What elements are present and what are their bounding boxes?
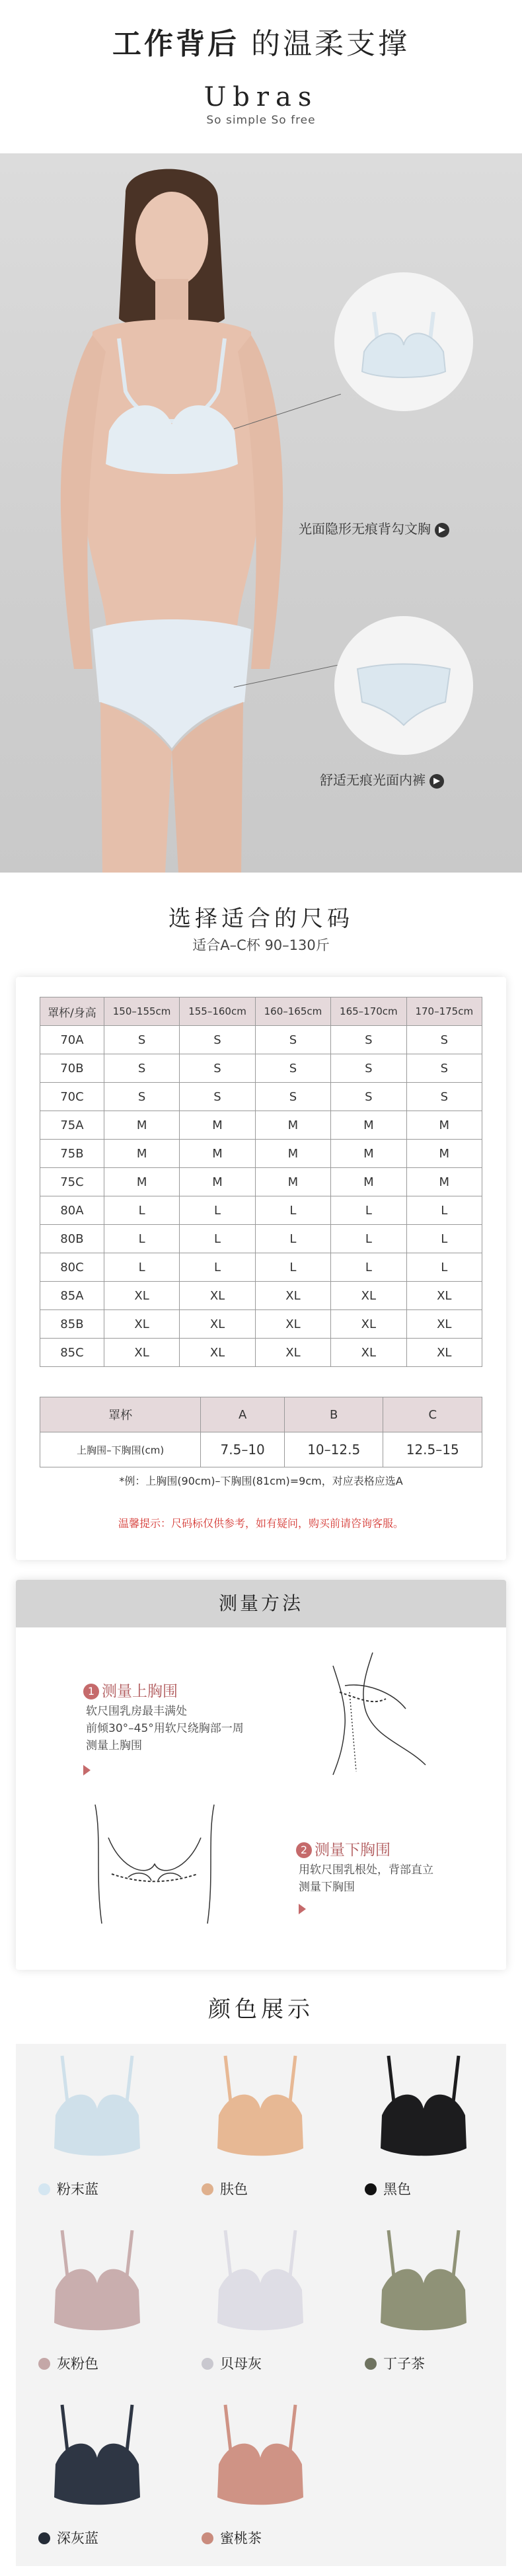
size-cell: S <box>331 1026 406 1054</box>
step1-number: 1 <box>83 1684 99 1699</box>
size-row <box>40 1083 482 1111</box>
size-cell: M <box>104 1140 179 1168</box>
size-header-cell: 150–155cm <box>104 997 179 1026</box>
color-swatch[interactable] <box>16 2393 179 2567</box>
page-title <box>0 20 522 62</box>
size-cell: M <box>406 1168 482 1196</box>
color-dot-icon <box>38 2183 50 2195</box>
size-tip: 温馨提示：尺码标仅供参考，如有疑问，购买前请咨询客服。 <box>118 1517 404 1530</box>
size-card <box>16 977 506 1560</box>
bra-swatch-image <box>211 2049 310 2168</box>
bra-swatch-image <box>374 2049 473 2168</box>
size-cell: S <box>104 1083 179 1111</box>
size-cell: L <box>406 1196 482 1225</box>
size-cell: XL <box>180 1339 255 1367</box>
color-label <box>202 2179 248 2199</box>
brief-thumbnail <box>334 616 473 755</box>
cup-header-cell: 罩杯 <box>40 1397 201 1432</box>
cup-value-cell: 7.5–10 <box>201 1432 285 1467</box>
bra-swatch-image <box>211 2224 310 2343</box>
color-dot-icon <box>38 2532 50 2544</box>
size-row-cup: 75A <box>40 1111 104 1140</box>
cup-header-cell: A <box>201 1397 285 1432</box>
model-photo <box>20 153 324 873</box>
size-row-cup: 70A <box>40 1026 104 1054</box>
brand-slogan: So simple So free <box>206 114 316 127</box>
cup-row-label: 上胸围–下胸围(cm) <box>40 1432 201 1467</box>
color-label <box>365 2353 425 2373</box>
color-name: 粉末蓝 <box>57 2181 98 2197</box>
example-note: *例：上胸围(90cm)–下胸围(81cm)=9cm，对应表格应选A <box>119 1475 403 1487</box>
color-name: 丁子茶 <box>383 2356 425 2372</box>
size-cell: XL <box>255 1310 330 1339</box>
color-label <box>365 2179 411 2199</box>
color-name: 蜜桃茶 <box>220 2530 262 2546</box>
size-cell: XL <box>104 1339 179 1367</box>
size-row-cup: 80A <box>40 1196 104 1225</box>
measure-card <box>16 1580 506 1970</box>
step2-title: 2 测量下胸围 <box>296 1838 391 1859</box>
bra-swatch-image <box>48 2224 147 2343</box>
brief-callout <box>334 616 473 755</box>
size-cell: XL <box>104 1310 179 1339</box>
size-row <box>40 1140 482 1168</box>
cup-value-cell: 12.5–15 <box>383 1432 482 1467</box>
size-row-cup: 85C <box>40 1339 104 1367</box>
size-cell: XL <box>104 1282 179 1310</box>
size-cell: L <box>255 1196 330 1225</box>
cup-header-cell: C <box>383 1397 482 1432</box>
size-header-cell: 160–165cm <box>255 997 330 1026</box>
color-dot-icon <box>202 2532 213 2544</box>
size-header-cell: 罩杯/身高 <box>40 997 104 1026</box>
size-cell: XL <box>406 1339 482 1367</box>
size-cell: XL <box>331 1339 406 1367</box>
step2-number: 2 <box>296 1842 312 1858</box>
size-cell: L <box>255 1253 330 1282</box>
cup-value-cell: 10–12.5 <box>284 1432 383 1467</box>
size-cell: XL <box>406 1282 482 1310</box>
color-swatch[interactable] <box>342 2218 505 2393</box>
step1-title: 1 测量上胸围 <box>83 1679 178 1701</box>
size-cell: XL <box>406 1310 482 1339</box>
size-cell: S <box>406 1054 482 1083</box>
size-cell: L <box>331 1253 406 1282</box>
header <box>0 0 522 153</box>
colors-title: 颜色展示 <box>208 1996 314 2023</box>
step1-marker-icon <box>83 1765 91 1776</box>
size-cell: S <box>255 1083 330 1111</box>
size-cell: S <box>255 1054 330 1083</box>
size-cell: XL <box>180 1282 255 1310</box>
hero-banner <box>0 153 522 873</box>
size-cell: L <box>180 1225 255 1253</box>
size-cell: M <box>406 1111 482 1140</box>
size-cell: M <box>331 1111 406 1140</box>
bra-swatch-image <box>48 2049 147 2168</box>
size-cell: M <box>180 1168 255 1196</box>
size-cell: XL <box>180 1310 255 1339</box>
size-row-cup: 85A <box>40 1282 104 1310</box>
size-row <box>40 1225 482 1253</box>
bra-callout-label[interactable]: 光面隐形无痕背勾文胸 ▶ <box>299 518 449 537</box>
color-swatch[interactable] <box>16 2044 179 2218</box>
color-dot-icon <box>38 2358 50 2370</box>
size-cell: S <box>331 1054 406 1083</box>
size-cell: S <box>255 1026 330 1054</box>
size-cell: L <box>406 1225 482 1253</box>
size-cell: L <box>104 1225 179 1253</box>
bra-callout <box>334 272 473 411</box>
size-row-cup: 75B <box>40 1140 104 1168</box>
size-cell: XL <box>255 1282 330 1310</box>
size-header-cell: 170–175cm <box>406 997 482 1026</box>
color-name: 灰粉色 <box>57 2356 98 2372</box>
size-cell: S <box>180 1054 255 1083</box>
size-subtitle: 适合A–C杯 90–130斤 <box>192 937 330 953</box>
brand-logo: Ubras <box>204 82 318 112</box>
color-swatch[interactable] <box>342 2044 505 2218</box>
size-cell: XL <box>331 1310 406 1339</box>
measure-title: 测量方法 <box>16 1580 506 1627</box>
color-label <box>202 2528 262 2548</box>
size-cell: XL <box>331 1282 406 1310</box>
size-cell: L <box>406 1253 482 1282</box>
size-cell: M <box>331 1168 406 1196</box>
color-swatch[interactable] <box>179 2393 342 2567</box>
size-cell: S <box>180 1026 255 1054</box>
step1-desc: 软尺围乳房最丰满处 前倾30°–45°用软尺绕胸部一周 测量上胸围 <box>86 1705 244 1752</box>
bra-swatch-image <box>374 2224 473 2343</box>
size-row-cup: 70B <box>40 1054 104 1083</box>
size-cell: S <box>180 1083 255 1111</box>
cup-table-row <box>40 1432 482 1467</box>
size-cell: M <box>255 1140 330 1168</box>
size-row-cup: 85B <box>40 1310 104 1339</box>
size-cell: M <box>180 1140 255 1168</box>
bra-swatch-image <box>48 2398 147 2517</box>
size-cell: L <box>331 1196 406 1225</box>
step1-illustration <box>293 1646 452 1778</box>
arrow-right-icon: ▶ <box>429 774 444 789</box>
page-title-bold: 工作背后 <box>112 27 239 61</box>
color-name: 深灰蓝 <box>57 2530 98 2546</box>
size-cell: M <box>255 1168 330 1196</box>
cup-header-cell: B <box>284 1397 383 1432</box>
size-row <box>40 1196 482 1225</box>
size-header-cell: 155–160cm <box>180 997 255 1026</box>
size-cell: S <box>406 1083 482 1111</box>
size-section-header <box>0 894 522 966</box>
color-swatch[interactable] <box>179 2218 342 2393</box>
size-row <box>40 1282 482 1310</box>
size-cell: M <box>104 1168 179 1196</box>
size-header-cell: 165–170cm <box>331 997 406 1026</box>
color-label <box>38 2528 98 2548</box>
size-row <box>40 1339 482 1367</box>
cup-table-header <box>40 1397 482 1432</box>
color-swatch[interactable] <box>16 2218 179 2393</box>
color-dot-icon <box>365 2183 377 2195</box>
size-cell: M <box>104 1111 179 1140</box>
size-cell: L <box>104 1253 179 1282</box>
size-cell: L <box>331 1225 406 1253</box>
size-table-header <box>40 997 482 1026</box>
size-cell: XL <box>255 1339 330 1367</box>
color-label <box>38 2353 98 2373</box>
size-cell: S <box>104 1054 179 1083</box>
arrow-right-icon: ▶ <box>435 523 449 537</box>
step2-marker-icon <box>299 1904 306 1914</box>
size-cell: L <box>104 1196 179 1225</box>
page-title-rest: 的温柔支撑 <box>251 27 410 61</box>
color-grid <box>16 2044 506 2566</box>
size-row-cup: 75C <box>40 1168 104 1196</box>
size-cell: S <box>406 1026 482 1054</box>
step2-illustration <box>82 1798 227 1930</box>
color-dot-icon <box>365 2358 377 2370</box>
color-name: 贝母灰 <box>220 2356 262 2372</box>
size-row-cup: 70C <box>40 1083 104 1111</box>
color-dot-icon <box>202 2358 213 2370</box>
bra-swatch-image <box>211 2398 310 2517</box>
color-name: 黑色 <box>383 2181 411 2197</box>
step2-desc: 用软尺围乳根处，背部直立 测量下胸围 <box>299 1863 433 1894</box>
size-row-cup: 80B <box>40 1225 104 1253</box>
size-cell: M <box>180 1111 255 1140</box>
cup-table <box>40 1397 482 1467</box>
size-cell: S <box>331 1083 406 1111</box>
color-dot-icon <box>202 2183 213 2195</box>
size-cell: L <box>180 1253 255 1282</box>
size-row <box>40 1168 482 1196</box>
size-cell: L <box>255 1225 330 1253</box>
brief-callout-label[interactable]: 舒适无痕光面内裤 ▶ <box>320 769 444 789</box>
size-title: 选择适合的尺码 <box>168 906 354 932</box>
size-cell: M <box>255 1111 330 1140</box>
size-row <box>40 1026 482 1054</box>
size-row <box>40 1310 482 1339</box>
color-label <box>38 2179 98 2199</box>
size-row <box>40 1253 482 1282</box>
size-cell: M <box>406 1140 482 1168</box>
size-cell: L <box>180 1196 255 1225</box>
color-name: 肤色 <box>220 2181 248 2197</box>
color-label <box>202 2353 262 2373</box>
size-table <box>40 997 482 1367</box>
size-row <box>40 1111 482 1140</box>
size-row-cup: 80C <box>40 1253 104 1282</box>
color-swatch[interactable] <box>179 2044 342 2218</box>
bra-thumbnail <box>334 272 473 411</box>
size-cell: S <box>104 1026 179 1054</box>
size-row <box>40 1054 482 1083</box>
size-cell: M <box>331 1140 406 1168</box>
